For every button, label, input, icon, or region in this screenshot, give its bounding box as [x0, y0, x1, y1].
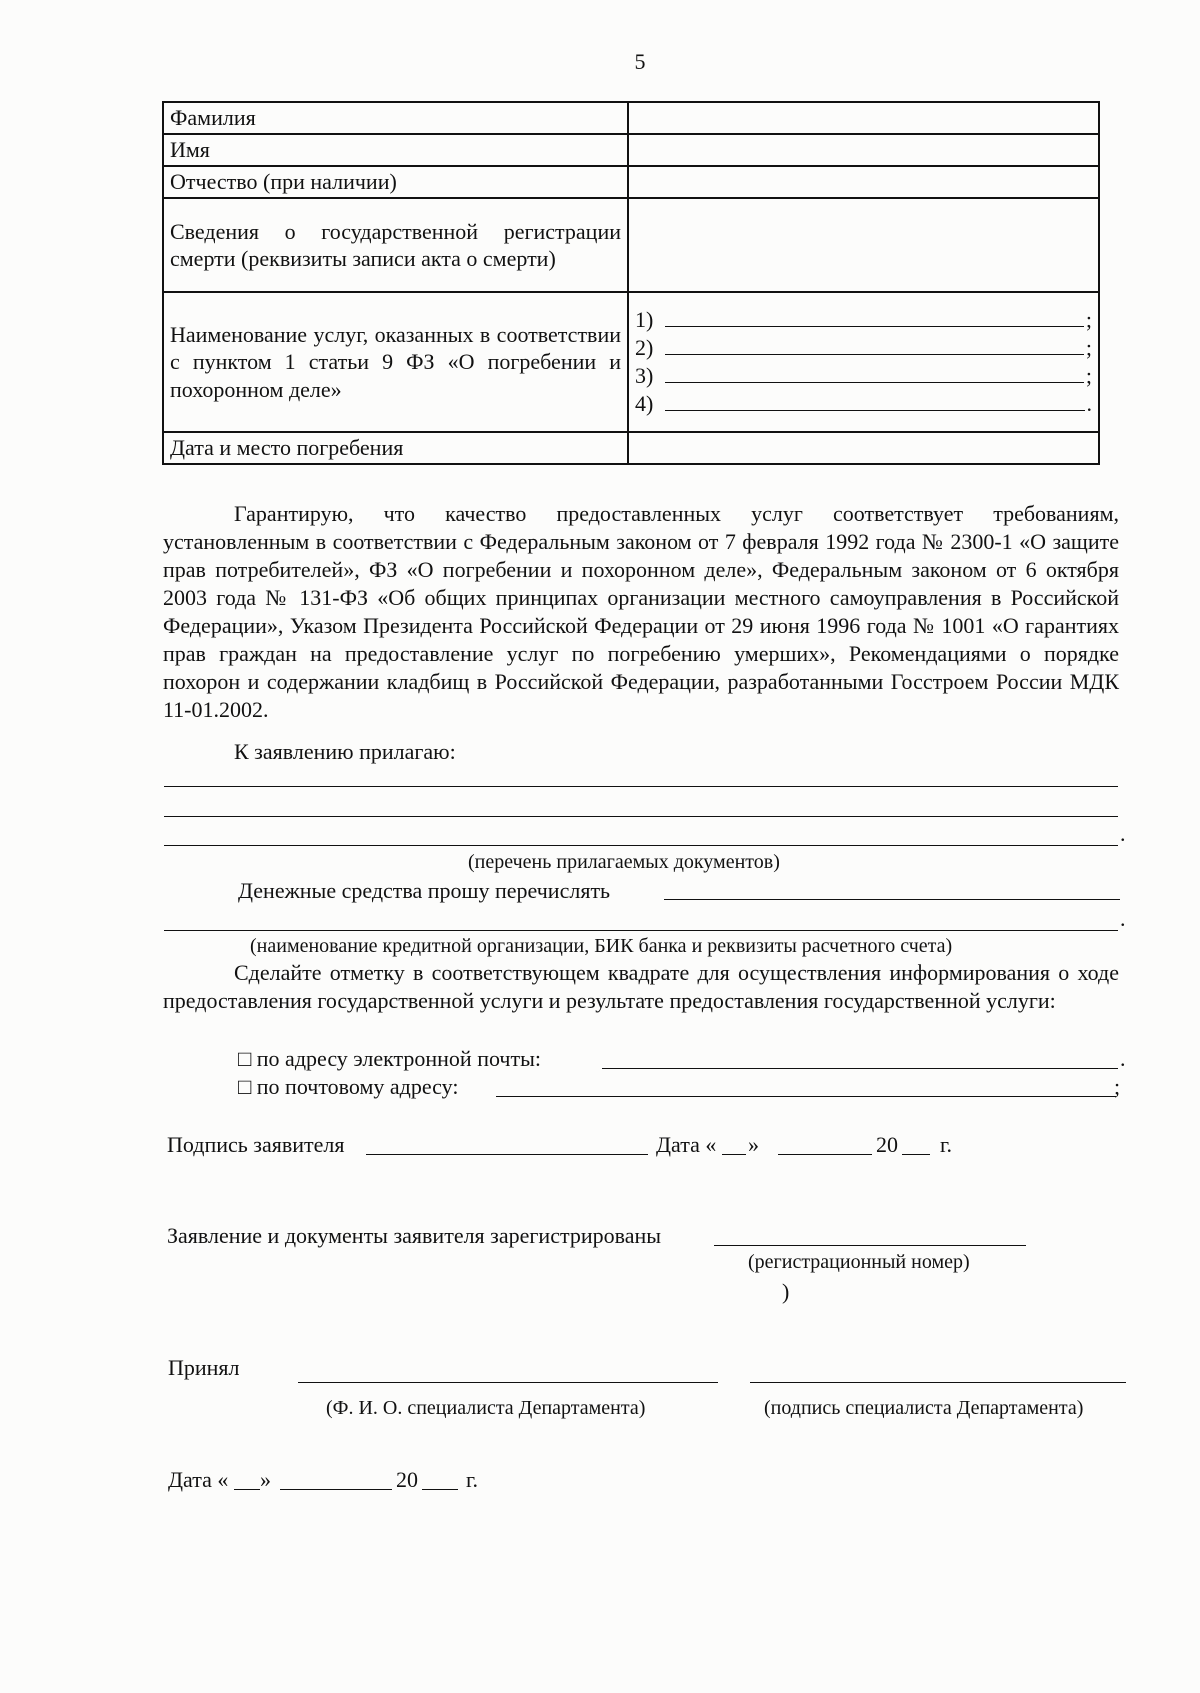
specialist-signature-line[interactable] — [750, 1382, 1126, 1383]
date-year-line[interactable] — [422, 1489, 458, 1490]
money-caption: (наименование кредитной организации, БИК банка и реквизиты расчетного счета) — [250, 935, 953, 957]
specialist-fio-line[interactable] — [298, 1382, 718, 1383]
signature-line[interactable] — [366, 1154, 648, 1155]
notify-email-end: . — [1120, 1046, 1126, 1071]
service-item — [635, 306, 1092, 334]
service-item — [635, 390, 1092, 418]
accepted-label: Принял — [168, 1355, 240, 1380]
attach-end: . — [1120, 821, 1126, 846]
deceased-info-table — [162, 101, 1100, 465]
date-mid: » — [260, 1467, 271, 1492]
death-registration-field[interactable] — [628, 198, 1099, 292]
surname-label: Фамилия — [163, 102, 628, 134]
services-label: Наименование услуг, оказанных в соответствии с пунктом 1 статьи 9 ФЗ «О погребении и похоронном деле» — [163, 292, 628, 432]
registration-caption: (регистрационный номер) — [748, 1251, 970, 1273]
service-line[interactable] — [665, 306, 1084, 327]
attach-line[interactable] — [164, 816, 1118, 817]
date-year: 20 — [396, 1467, 418, 1492]
name-label: Имя — [163, 134, 628, 166]
page-number: 5 — [634, 49, 646, 74]
death-registration-label: Сведения о государственной регистрации смерти (реквизиты записи акта о смерти) — [163, 198, 628, 292]
attach-caption: (перечень прилагаемых документов) — [468, 851, 780, 873]
notify-paragraph: Сделайте отметку в соответствующем квадрате для осуществления информирования о ходе предоставления государственной услуги и результате предоставления государственной услуги: — [163, 960, 1119, 1013]
service-line[interactable] — [665, 334, 1084, 355]
service-end: ; — [1085, 363, 1092, 388]
name-field[interactable] — [628, 134, 1099, 166]
date-year: 20 — [876, 1132, 898, 1157]
date-day-line[interactable] — [722, 1154, 746, 1155]
registration-number-line[interactable] — [714, 1245, 1026, 1246]
notify-post-end: ; — [1114, 1074, 1121, 1099]
money-line[interactable] — [664, 899, 1120, 900]
guarantee-paragraph: Гарантирую, что качество предоставленных услуг соответствует требованиям, установленным в соответствии с Федеральным законом от 7 февраля 1992 года № 2300-1 «О защите прав потребителей», ФЗ «О погребении и похоронном деле», Федеральным законом от 6 октября 2003 года № 131-ФЗ «Об общих принципах организации местного самоуправления в Российской Федерации», Указом Президента Российской Федерации от 29 июня 1996 года № 1001 «О гарантиях прав граждан на предоставление услуг по погребению умерших», Рекомендациями о порядке похорон и содержании кладбищ в Российской Федерации, разработанными Госстроем России МДК 11-01.2002. — [163, 501, 1119, 722]
service-number: 2) — [635, 335, 654, 360]
attach-label: К заявлению прилагаю: — [234, 739, 456, 764]
patronymic-label: Отчество (при наличии) — [163, 166, 628, 198]
date-mid: » — [748, 1132, 759, 1157]
table-row — [163, 432, 1099, 464]
table-row — [163, 292, 1099, 432]
table-row — [163, 198, 1099, 292]
date-prefix: Дата « — [168, 1467, 229, 1492]
surname-field[interactable] — [628, 102, 1099, 134]
notify-post-option[interactable]: □ по почтовому адресу: — [238, 1074, 459, 1099]
patronymic-field[interactable] — [628, 166, 1099, 198]
money-line[interactable] — [164, 930, 1118, 931]
date-suffix: г. — [466, 1467, 479, 1492]
date-day-line[interactable] — [234, 1489, 260, 1490]
service-number: 1) — [635, 307, 654, 332]
service-line[interactable] — [665, 362, 1084, 383]
date-year-line[interactable] — [902, 1154, 930, 1155]
attach-line[interactable] — [164, 845, 1118, 846]
date-suffix: г. — [940, 1132, 953, 1157]
date-month-line[interactable] — [778, 1154, 872, 1155]
burial-date-label: Дата и место погребения — [163, 432, 628, 464]
sign-caption: (подпись специалиста Департамента) — [764, 1397, 1084, 1419]
burial-date-field[interactable] — [628, 432, 1099, 464]
registered-label: Заявление и документы заявителя зарегистрированы — [167, 1223, 662, 1248]
money-end: . — [1120, 906, 1126, 931]
date-month-line[interactable] — [280, 1489, 392, 1490]
table-row — [163, 166, 1099, 198]
notify-email-option[interactable]: □ по адресу электронной почты: — [238, 1046, 541, 1071]
money-label: Денежные средства прошу перечислять — [238, 878, 611, 903]
signature-label: Подпись заявителя — [167, 1132, 345, 1157]
service-number: 4) — [635, 391, 654, 416]
attach-line[interactable] — [164, 786, 1118, 787]
service-end: . — [1086, 391, 1092, 416]
service-number: 3) — [635, 363, 654, 388]
service-end: ; — [1085, 307, 1092, 332]
fio-caption: (Ф. И. О. специалиста Департамента) — [326, 1397, 646, 1419]
date-prefix: Дата « — [656, 1132, 717, 1157]
services-list — [628, 292, 1099, 432]
registration-paren: ) — [782, 1279, 790, 1304]
table-row — [163, 134, 1099, 166]
service-line[interactable] — [665, 390, 1085, 411]
post-line[interactable] — [496, 1096, 1116, 1097]
table-row — [163, 102, 1099, 134]
service-end: ; — [1085, 335, 1092, 360]
email-line[interactable] — [602, 1068, 1118, 1069]
service-item — [635, 362, 1092, 390]
service-item — [635, 334, 1092, 362]
